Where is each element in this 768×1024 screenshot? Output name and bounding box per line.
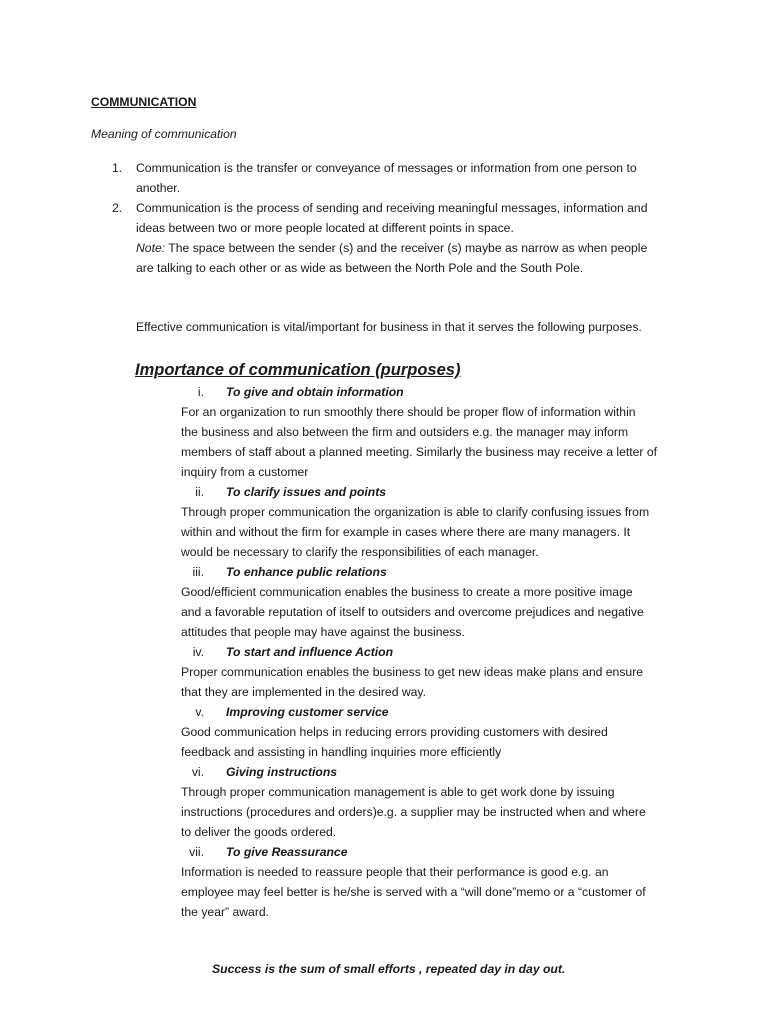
purpose-text-line: the business and also between the firm and outsiders e.g. the manager may inform [181, 425, 629, 439]
purpose-text-line: Through proper communication the organization is able to clarify confusing issues from [181, 505, 650, 519]
purpose-numeral: iii. [192, 565, 204, 579]
definition-line: ideas between two or more people located at different points in space. [136, 221, 514, 235]
purpose-text-line: the year” award. [181, 905, 270, 919]
purpose-text-line: For an organization to run smoothly there should be proper flow of information within [181, 405, 636, 419]
note-label: Note: [136, 241, 166, 255]
purpose-heading: Giving instructions [226, 765, 338, 779]
purpose-heading: Improving customer service [226, 705, 389, 719]
purpose-text-line: Proper communication enables the business to get new ideas make plans and ensure [181, 665, 644, 679]
note-text: The space between the sender (s) and the receiver (s) maybe as narrow as when people [165, 241, 648, 255]
purpose-text-line: that they are implemented in the desired way. [181, 685, 427, 699]
note-line: are talking to each other or as wide as between the North Pole and the South Pole. [136, 261, 584, 275]
purpose-text-line: Information is needed to reassure people that their performance is good e.g. an [181, 865, 609, 879]
closing-quote: Success is the sum of small efforts , repeated day in day out. [212, 962, 566, 976]
purpose-numeral: v. [195, 705, 204, 719]
purpose-heading: To enhance public relations [226, 565, 387, 579]
purpose-text-line: within and without the firm for example in cases where there are many managers. It [181, 525, 631, 539]
purpose-text-line: instructions (procedures and orders)e.g. a supplier may be instructed when and where [181, 805, 646, 819]
document-title: COMMUNICATION [91, 95, 197, 109]
purpose-heading: To start and influence Action [226, 645, 394, 659]
purpose-numeral: ii. [195, 485, 204, 499]
purpose-text-line: and a favorable reputation of itself to outsiders and overcome prejudices and negative [181, 605, 644, 619]
purpose-text-line: Good/efficient communication enables the business to create a more positive image [181, 585, 633, 599]
purpose-heading: To give and obtain information [226, 385, 404, 399]
purpose-numeral: vi. [191, 765, 204, 779]
purpose-heading: To clarify issues and points [226, 485, 387, 499]
purpose-text-line: employee may feel better is he/she is served with a “will done”memo or a “customer of [181, 885, 646, 899]
purpose-numeral: vii. [189, 845, 204, 859]
intro-paragraph: Effective communication is vital/important for business in that it serves the following purposes. [136, 320, 642, 334]
purpose-text-line: would be necessary to clarify the responsibilities of each manager. [181, 545, 539, 559]
purpose-text-line: feedback and assisting in handling inquiries more efficiently [181, 745, 502, 759]
purpose-text-line: members of staff about a planned meeting. Similarly the business may receive a letter of [181, 445, 658, 459]
section-subtitle: Meaning of communication [91, 127, 237, 141]
purpose-text-line: inquiry from a customer [181, 465, 309, 479]
list-number: 2. [112, 201, 123, 215]
purpose-text-line: to deliver the goods ordered. [181, 825, 337, 839]
purpose-text-line: attitudes that people may have against the business. [181, 625, 465, 639]
note-line [136, 238, 647, 258]
importance-heading: Importance of communication (purposes) [135, 361, 461, 379]
purpose-numeral: i. [197, 385, 204, 399]
definition-line: Communication is the transfer or conveyance of messages or information from one person to [136, 161, 637, 175]
list-number: 1. [112, 161, 123, 175]
purpose-text-line: Through proper communication management is able to get work done by issuing [181, 785, 615, 799]
definition-line: another. [136, 181, 181, 195]
purpose-text-line: Good communication helps in reducing errors providing customers with desired [181, 725, 608, 739]
purpose-heading: To give Reassurance [226, 845, 348, 859]
purpose-numeral: iv. [192, 645, 204, 659]
definition-line: Communication is the process of sending and receiving meaningful messages, information and [136, 201, 648, 215]
